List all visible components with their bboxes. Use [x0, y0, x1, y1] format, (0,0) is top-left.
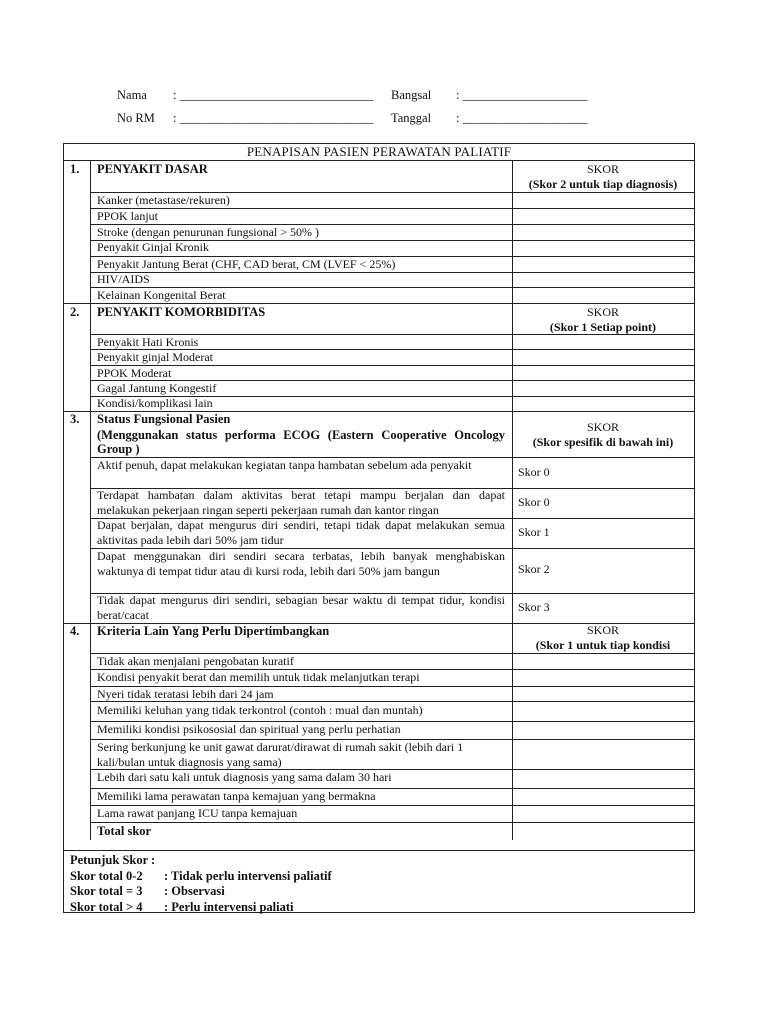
section-1-item: Kanker (metastase/rekuren)	[97, 193, 230, 207]
guidance-row	[70, 884, 332, 900]
section-1-skor-sub: (Skor 2 untuk tiap diagnosis)	[528, 177, 678, 191]
section-4-item: Tidak akan menjalani pengobatan kuratif	[97, 654, 294, 668]
section-1-skor-title: SKOR	[586, 162, 619, 176]
total-skor-label: Total skor	[97, 824, 152, 838]
section-2-item: Gagal Jantung Kongestif	[97, 381, 217, 395]
guidance-key: Skor total > 4	[70, 899, 143, 914]
section-1-item: HIV/AIDS	[97, 272, 150, 286]
guidance-key: Skor total 0-2	[70, 868, 143, 883]
section-4-item: Memiliki keluhan yang tidak terkontrol (contoh : mual dan muntah)	[97, 703, 423, 717]
guidance-row	[70, 869, 332, 885]
section-4-item: Lama rawat panjang ICU tanpa kemajuan	[97, 806, 298, 820]
section-3-item: Dapat berjalan, dapat mengurus diri sendiri, tetapi tidak dapat melakukan semua aktivitas pada lebih dari 50% jam tidur	[97, 518, 505, 547]
bangsal-label: Bangsal	[391, 88, 432, 102]
section-3-score: Skor 0	[518, 495, 550, 509]
section-4-item: Nyeri tidak teratasi lebih dari 24 jam	[97, 687, 274, 701]
section-4-skor-sub: (Skor 1 untuk tiap kondisi	[535, 638, 671, 652]
section-4-skor-header	[512, 623, 694, 653]
section-4-skor-title: SKOR	[586, 623, 619, 637]
row-divider	[90, 822, 694, 823]
section-2-skor-title: SKOR	[586, 305, 619, 319]
section-3-score: Skor 1	[518, 525, 550, 539]
row-divider	[90, 701, 694, 702]
nama-label: Nama	[117, 88, 147, 102]
section-4-item: Sering berkunjung ke unit gawat darurat/dirawat di rumah sakit (lebih dari 1 kali/bulan untuk diagnosis yang sama)	[97, 740, 464, 769]
section-1-item: Penyakit Ginjal Kronik	[97, 240, 209, 254]
num-column-divider	[90, 160, 91, 840]
section-divider	[64, 850, 694, 851]
section-2-item: Penyakit ginjal Moderat	[97, 350, 213, 364]
table-title: PENAPISAN PASIEN PERAWATAN PALIATIF	[64, 144, 694, 161]
section-4-item: Kondisi penyakit berat dan memilih untuk tidak melanjutkan terapi	[97, 670, 420, 684]
section-3-item: Dapat menggunakan diri sendiri secara terbatas, lebih banyak menghabiskan waktunya di tempat tidur atau di kursi roda, lebih dari 50% jam bangun	[97, 549, 505, 578]
guidance-title: Petunjuk Skor :	[70, 853, 156, 867]
tanggal-label: Tanggal	[391, 111, 432, 125]
section-2-skor-sub: (Skor 1 Setiap point)	[549, 320, 657, 334]
guidance-row	[70, 900, 332, 916]
section-2-number: 2.	[70, 305, 80, 319]
section-3-skor-header	[512, 420, 694, 450]
section-1-item: PPOK lanjut	[97, 209, 159, 223]
section-1-item: Penyakit Jantung Berat (CHF, CAD berat, CM (LVEF < 25%)	[97, 257, 396, 271]
section-1-skor-header	[512, 162, 694, 192]
section-3-item: Tidak dapat mengurus diri sendiri, sebagian besar waktu di tempat tidur, kondisi berat/cacat	[97, 593, 505, 622]
section-2-item: PPOK Moderat	[97, 366, 172, 380]
section-3-score: Skor 2	[518, 562, 550, 576]
guidance-value: : Tidak perlu intervensi paliatif	[164, 868, 332, 883]
section-2-heading: PENYAKIT KOMORBIDITAS	[97, 305, 266, 319]
section-3-item: Terdapat hambatan dalam aktivitas berat tetapi mampu berjalan dan dapat melakukan pekerjaan ringan seperti pekerjaan rumah dan kantor ringan	[97, 488, 505, 517]
section-4-heading: Kriteria Lain Yang Perlu Dipertimbangkan	[97, 624, 330, 638]
section-2-item: Penyakit Hati Kronis	[97, 335, 199, 349]
section-3-skor-sub: (Skor spesifik di bawah ini)	[532, 435, 674, 449]
guidance-key: Skor total = 3	[70, 884, 143, 898]
section-1-heading: PENYAKIT DASAR	[97, 162, 208, 176]
section-1-number: 1.	[70, 162, 80, 176]
norm-field[interactable]: : _______________________________	[173, 111, 374, 125]
score-column-divider	[512, 160, 513, 840]
section-4-item: Memiliki kondisi psikososial dan spiritual yang perlu perhatian	[97, 722, 401, 736]
bangsal-field[interactable]: : ____________________	[456, 88, 588, 102]
nama-field[interactable]: : _______________________________	[173, 88, 374, 102]
section-4-item: Memiliki lama perawatan tanpa kemajuan yang bermakna	[97, 789, 376, 803]
section-3-skor-title: SKOR	[586, 420, 619, 434]
tanggal-field[interactable]: : ____________________	[456, 111, 588, 125]
guidance-value: : Observasi	[164, 884, 225, 898]
section-4-number: 4.	[70, 624, 80, 638]
section-3-score: Skor 0	[518, 465, 550, 479]
guidance-value: : Perlu intervensi paliati	[164, 899, 294, 914]
section-3-subheading: (Menggunakan status performa ECOG (Eastern Cooperative Oncology Group )	[97, 428, 505, 456]
form-header	[0, 0, 768, 140]
section-3-heading: Status Fungsional Pasien	[97, 412, 231, 426]
section-1-item: Kelainan Kongenital Berat	[97, 288, 226, 302]
screening-table	[63, 143, 695, 913]
section-1-item: Stroke (dengan penurunan fungsional > 50% )	[97, 225, 320, 239]
section-3-item: Aktif penuh, dapat melakukan kegiatan tanpa hambatan sebelum ada penyakit	[97, 458, 472, 472]
section-3-score: Skor 3	[518, 600, 550, 614]
section-4-item: Lebih dari satu kali untuk diagnosis yang sama dalam 30 hari	[97, 770, 392, 784]
score-guidance	[70, 853, 332, 915]
section-2-item: Kondisi/komplikasi lain	[97, 396, 213, 410]
norm-label: No RM	[117, 111, 155, 125]
section-divider	[64, 303, 694, 304]
section-2-skor-header	[512, 305, 694, 335]
section-3-number: 3.	[70, 412, 80, 426]
